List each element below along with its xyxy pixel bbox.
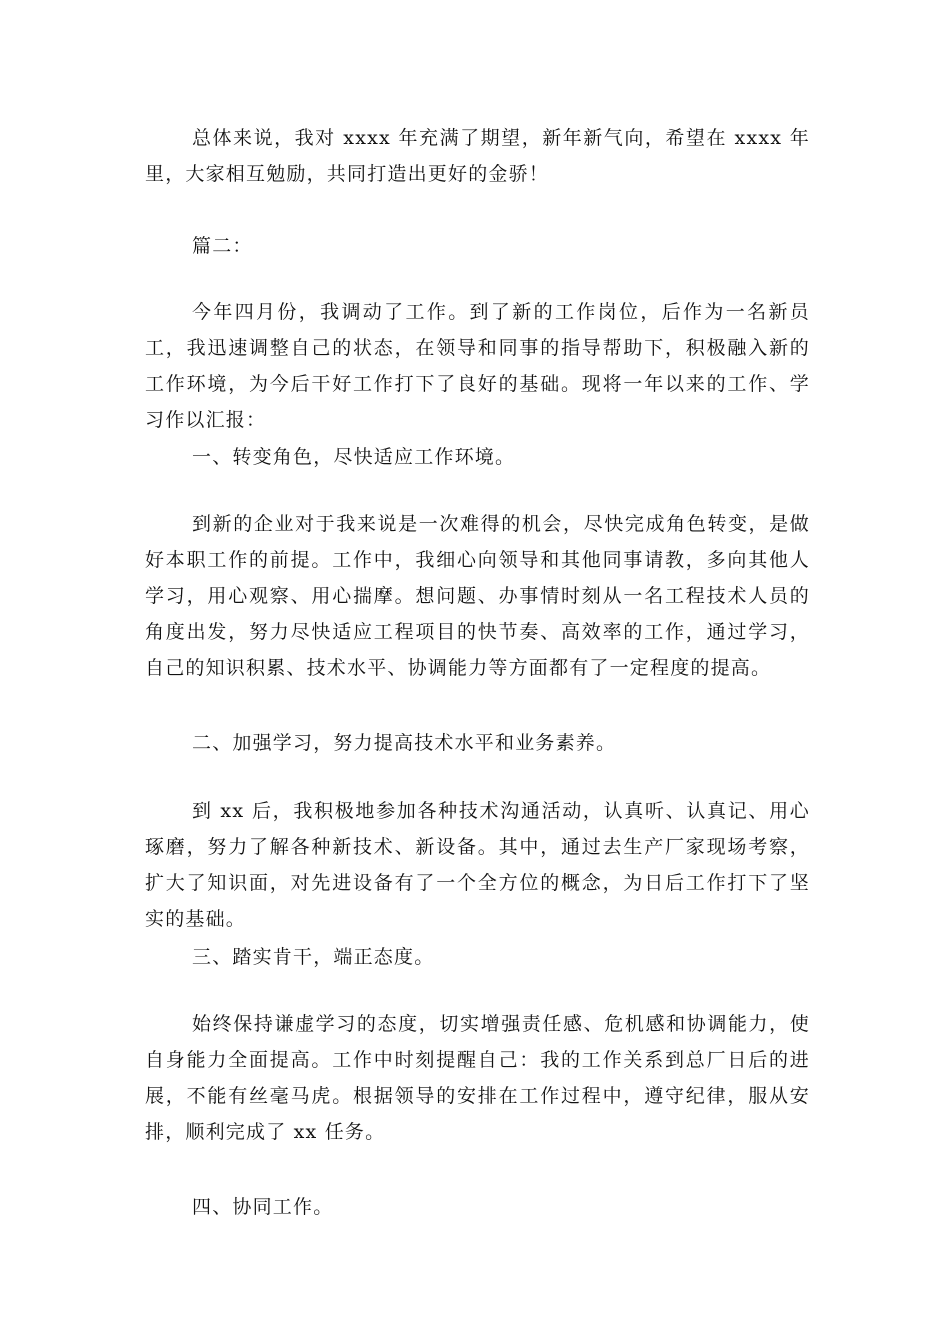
paragraph-intro: 今年四月份，我调动了工作。到了新的工作岗位，后作为一名新员工，我迅速调整自己的状态，在领导和同事的指导帮助下，积极融入新的工作环境，为今后干好工作打下了良好的基础。现将一年以来的工作、学习作以汇报： bbox=[145, 301, 810, 431]
heading-section-2: 二、加强学习，努力提高技术水平和业务素养。 bbox=[192, 732, 617, 754]
paragraph-section-3: 始终保持谦虚学习的态度，切实增强责任感、危机感和协调能力，使自身能力全面提高。工作中时刻提醒自己：我的工作关系到总厂日后的进展，不能有丝毫马虎。根据领导的安排在工作过程中，遵守纪律，服从安排，顺利完成了 xx 任务。 bbox=[145, 1013, 810, 1143]
section-label-part-two: 篇二： bbox=[192, 235, 253, 257]
heading-section-4: 四、协同工作。 bbox=[192, 1196, 334, 1218]
paragraph-section-2: 到 xx 后，我积极地参加各种技术沟通活动，认真听、认真记、用心琢磨，努力了解各种新技术、新设备。其中，通过去生产厂家现场考察，扩大了知识面，对先进设备有了一个全方位的概念，为日后工作打下了坚实的基础。 bbox=[145, 800, 810, 930]
heading-section-3: 三、踏实肯干，端正态度。 bbox=[192, 946, 435, 968]
paragraph-section-1: 到新的企业对于我来说是一次难得的机会，尽快完成角色转变，是做好本职工作的前提。工作中，我细心向领导和其他同事请教，多向其他人学习，用心观察、用心揣摩。想问题、办事情时刻从一名工程技术人员的角度出发，努力尽快适应工程项目的快节奏、高效率的工作，通过学习，自己的知识积累、技术水平、协调能力等方面都有了一定程度的提高。 bbox=[145, 513, 810, 679]
paragraph-summary: 总体来说，我对 xxxx 年充满了期望，新年新气向，希望在 xxxx 年里，大家相互勉励，共同打造出更好的金骄！ bbox=[145, 127, 810, 185]
heading-section-1: 一、转变角色，尽快适应工作环境。 bbox=[192, 446, 516, 468]
